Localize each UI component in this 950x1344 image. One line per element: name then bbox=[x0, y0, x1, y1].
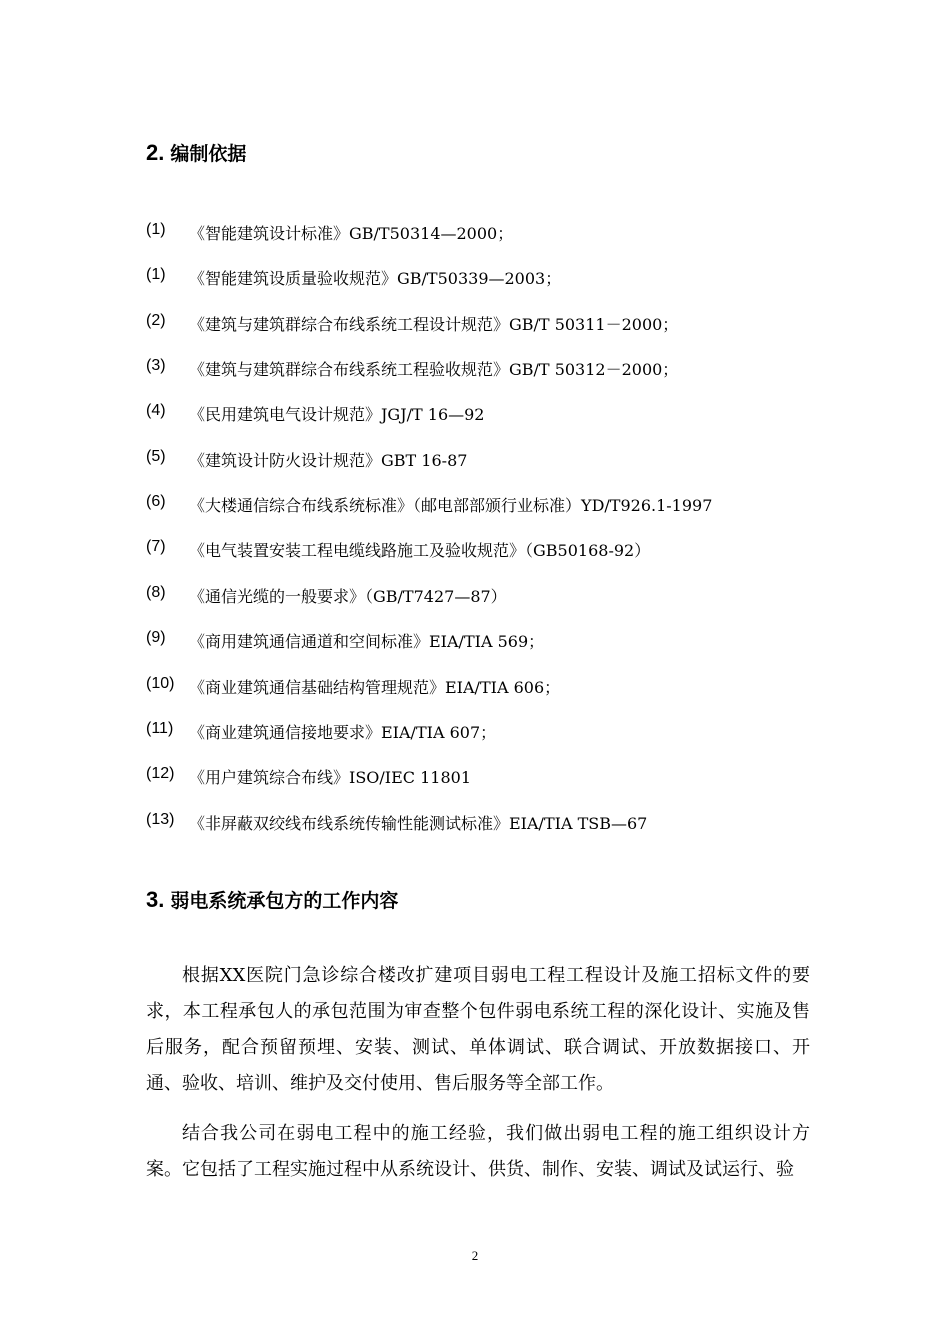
reference-number: (4) bbox=[146, 402, 166, 419]
reference-text: 《建筑与建筑群综合布线系统工程验收规范》GB/T 50312－2000； bbox=[189, 360, 679, 379]
reference-number: (1) bbox=[146, 266, 166, 283]
reference-number: (2) bbox=[146, 312, 166, 329]
reference-text: 《建筑与建筑群综合布线系统工程设计规范》GB/T 50311－2000； bbox=[189, 315, 679, 334]
reference-number: (10) bbox=[146, 675, 175, 692]
reference-text: 《通信光缆的一般要求》（GB/T7427—87） bbox=[189, 587, 507, 606]
reference-text: 《商业建筑通信接地要求》EIA/TIA 607； bbox=[189, 723, 497, 742]
reference-number: (8) bbox=[146, 584, 166, 601]
reference-text: 《商业建筑通信基础结构管理规范》EIA/TIA 606； bbox=[189, 678, 561, 697]
section-2-number: 2. bbox=[146, 140, 165, 165]
reference-number: (7) bbox=[146, 538, 166, 555]
reference-text: 《大楼通信综合布线系统标准》（邮电部部颁行业标准）YD/T926.1-1997 bbox=[189, 496, 713, 515]
section-3-title: 弱电系统承包方的工作内容 bbox=[170, 891, 399, 912]
reference-text: 《商用建筑通信通道和空间标准》EIA/TIA 569； bbox=[189, 632, 545, 651]
reference-number: (6) bbox=[146, 493, 166, 510]
reference-number: (11) bbox=[146, 720, 174, 737]
reference-number: (12) bbox=[146, 765, 175, 782]
reference-number: (3) bbox=[146, 357, 166, 374]
reference-number: (1) bbox=[146, 221, 166, 238]
reference-text: 《建筑设计防火设计规范》GBT 16-87 bbox=[189, 451, 468, 470]
section-2-title: 编制依据 bbox=[170, 144, 247, 165]
reference-text: 《电气装置安装工程电缆线路施工及验收规范》（GB50168-92） bbox=[189, 541, 651, 560]
body-paragraph: 结合我公司在弱电工程中的施工经验，我们做出弱电工程的施工组织设计方案。它包括了工程实施过程中从系统设计、供货、制作、安装、调试及试运行、验 bbox=[146, 1123, 810, 1180]
section-3-heading bbox=[146, 886, 398, 913]
page-number: 2 bbox=[471, 1248, 479, 1263]
reference-text: 《民用建筑电气设计规范》JGJ/T 16—92 bbox=[189, 405, 485, 424]
reference-text: 《智能建筑设质量验收规范》GB/T50339—2003； bbox=[189, 269, 562, 288]
reference-text: 《用户建筑综合布线》ISO/IEC 11801 bbox=[189, 768, 472, 787]
reference-text: 《智能建筑设计标准》GB/T50314—2000； bbox=[189, 224, 514, 243]
section-2-heading bbox=[146, 139, 246, 166]
body-paragraph: 根据XX医院门急诊综合楼改扩建项目弱电工程工程设计及施工招标文件的要求，本工程承包人的承包范围为审查整个包件弱电系统工程的深化设计、实施及售后服务，配合预留预埋、安装、测试、单体调试、联合调试、开放数据接口、开通、验收、培训、维护及交付使用、售后服务等全部工作。 bbox=[146, 965, 810, 1094]
reference-number: (13) bbox=[146, 811, 175, 828]
reference-text: 《非屏蔽双绞线布线系统传输性能测试标准》EIA/TIA TSB—67 bbox=[189, 814, 648, 833]
reference-number: (5) bbox=[146, 448, 166, 465]
section-3-number: 3. bbox=[146, 887, 165, 912]
reference-number: (9) bbox=[146, 629, 166, 646]
